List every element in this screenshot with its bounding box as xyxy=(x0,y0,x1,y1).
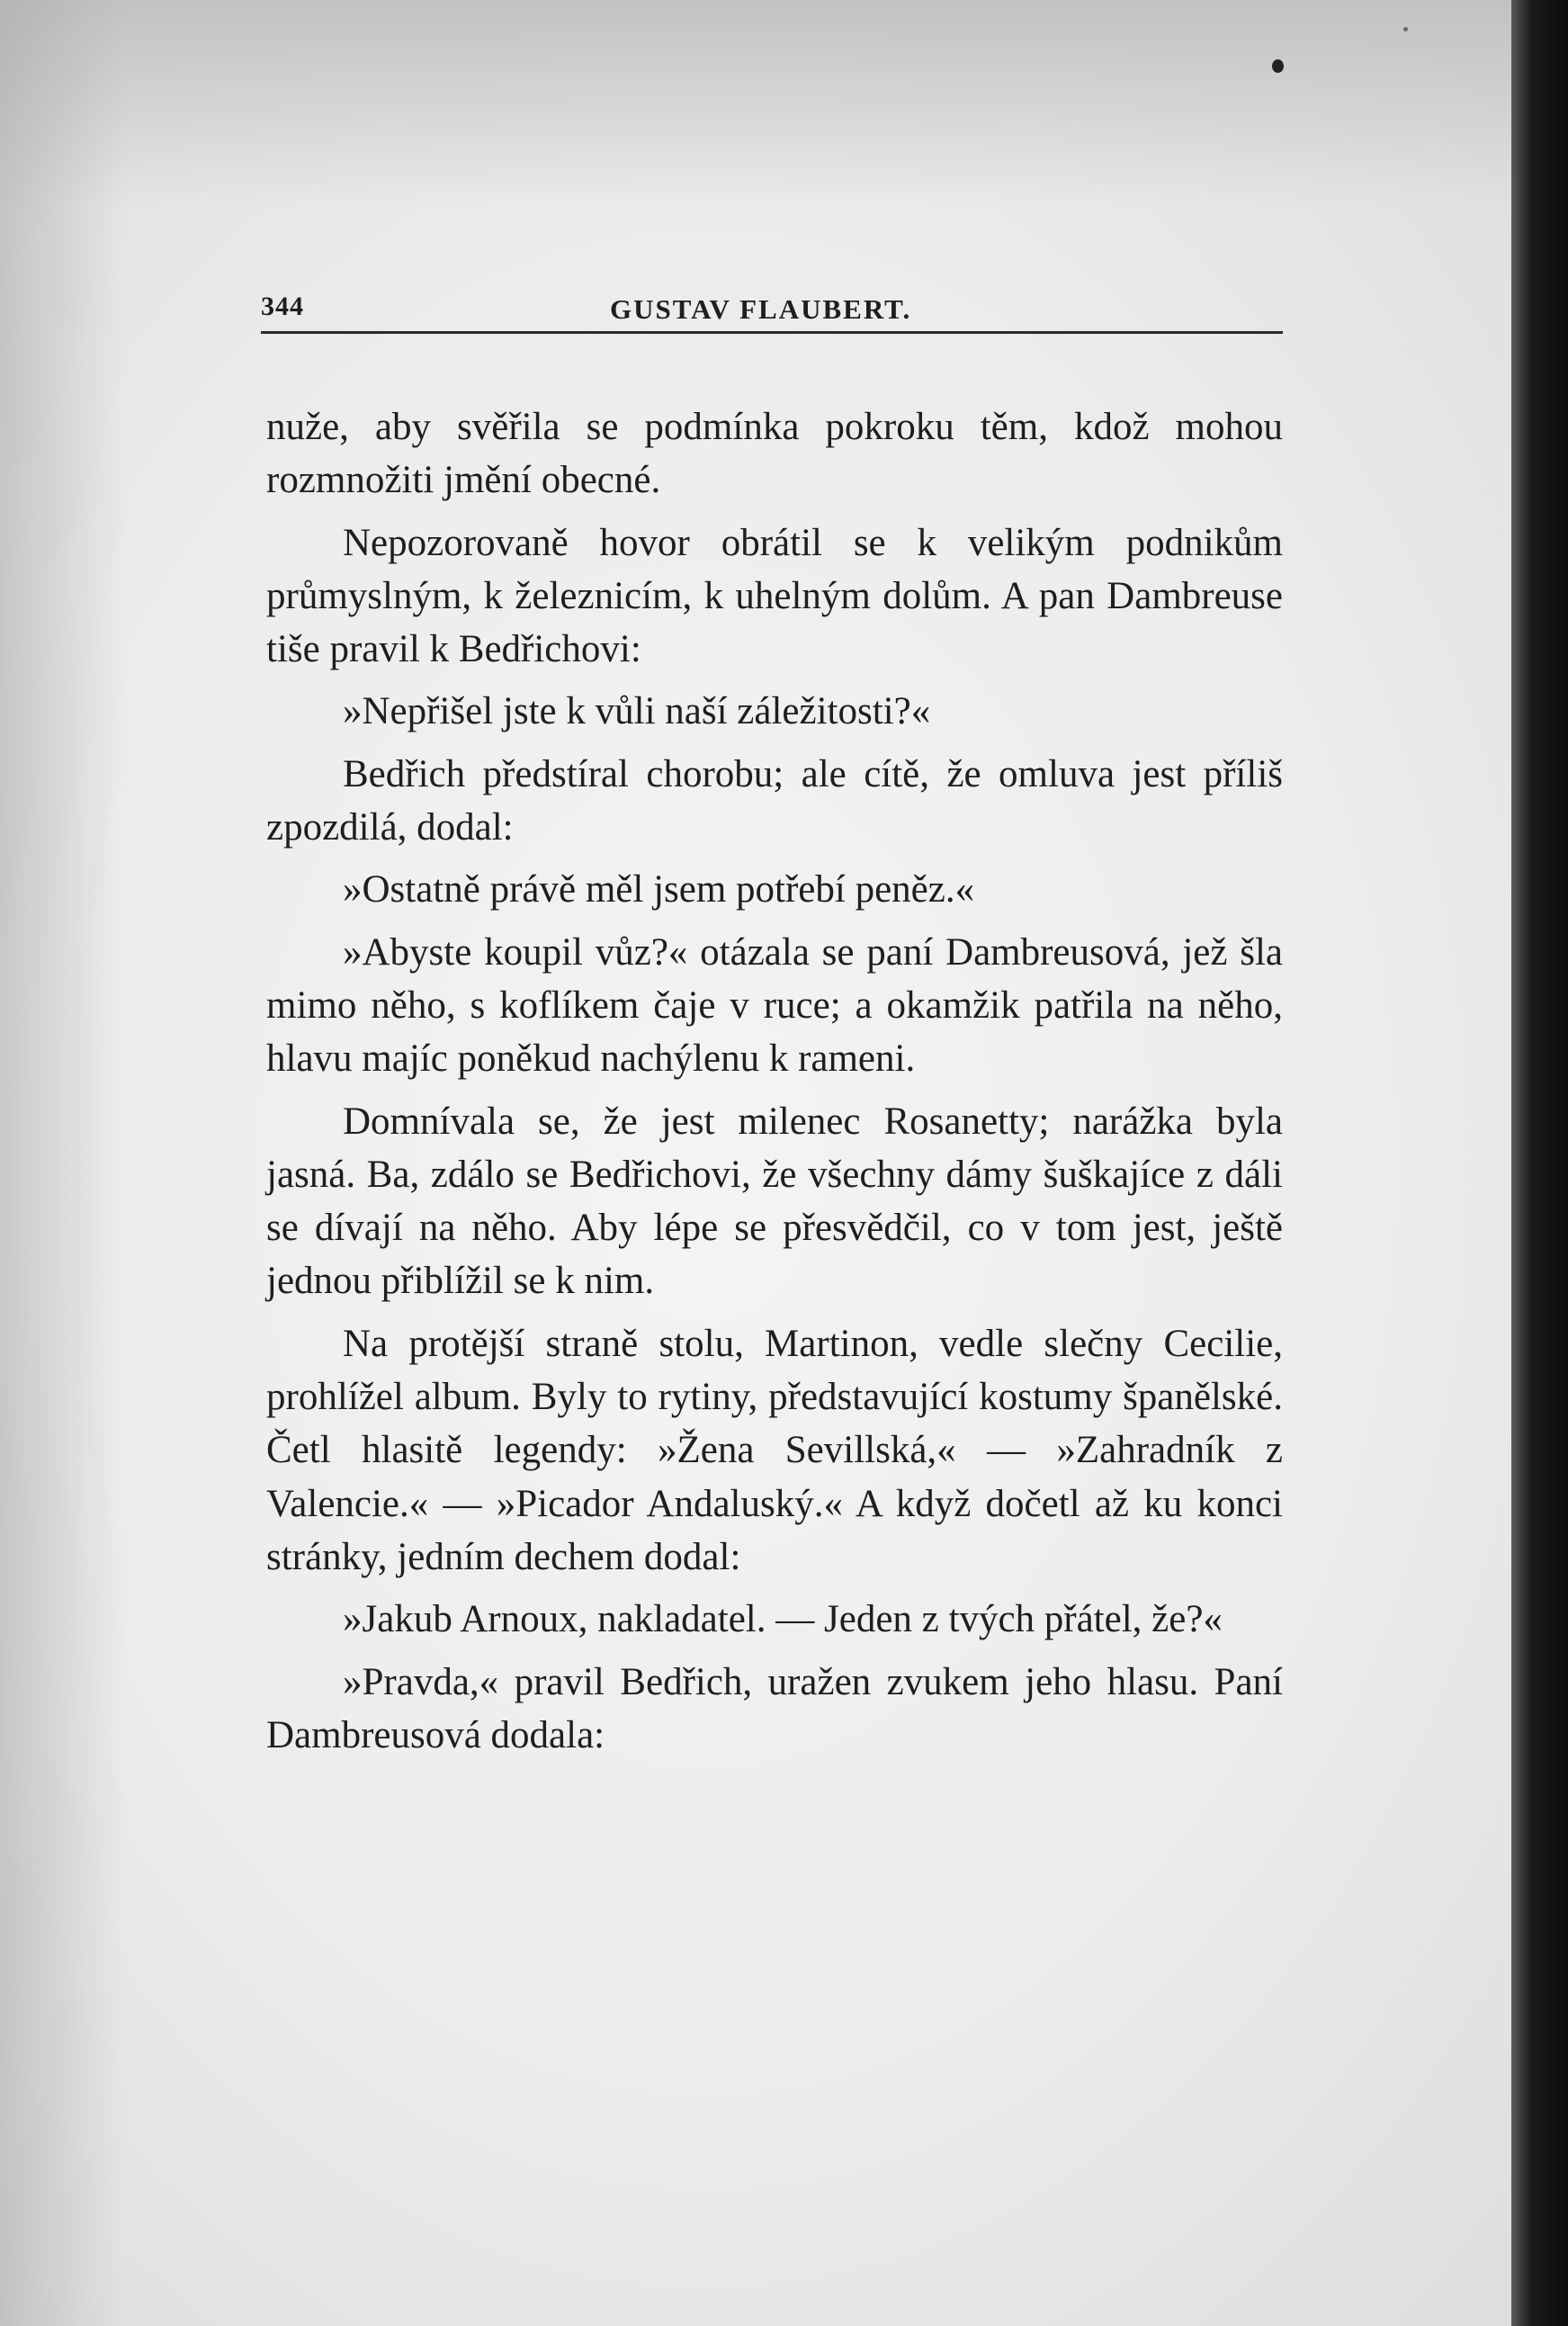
page-number: 344 xyxy=(261,292,304,321)
paragraph: »Ostatně právě měl jsem potřebí peněz.« xyxy=(343,868,975,912)
paragraph: »Pravda,« pravil Bedřich, uražen zvukem jeho hlasu. Paní Dambreusová dodala: xyxy=(266,1660,1283,1756)
paragraph: Nepozorovaně hovor obrátil se k velikým podnikům průmyslným, k železnicím, k uhelným dolům. A pan Dambreuse tiše pravil k Bedřichovi: xyxy=(266,521,1283,671)
book-binding-edge xyxy=(1511,0,1568,2326)
paragraph: Bedřich předstíral chorobu; ale cítě, že omluva jest příliš zpozdilá, dodal: xyxy=(266,752,1283,849)
scan-shadow-top xyxy=(0,0,1511,207)
scan-shadow-left xyxy=(0,0,126,2326)
running-title: GUSTAV FLAUBERT. xyxy=(610,293,912,325)
body-text xyxy=(266,400,1283,1771)
paragraph: Na protější straně stolu, Martinon, vedle slečny Cecilie, prohlížel album. Byly to rytiny, představující kostumy španělské. Četl hlasitě legendy: »Žena Sevillská,« — »Zahradník z Valencie.« — »Picador Andaluský.« A když dočetl až ku konci stránky, jedním dechem dodal: xyxy=(266,1322,1283,1578)
ink-speck xyxy=(1272,59,1284,73)
paragraph: »Jakub Arnoux, nakladatel. — Jeden z tvých přátel, že?« xyxy=(343,1598,1223,1641)
paragraph: nuže, aby svěřila se podmínka pokroku těm, kdož mohou rozmnožiti jmění obecné. xyxy=(266,406,1283,502)
running-head xyxy=(261,290,1283,334)
paragraph: »Abyste koupil vůz?« otázala se paní Dambreusová, jež šla mimo něho, s koflíkem čaje v ruce; a okamžik patřila na něho, hlavu majíc poněkud nachýlenu k rameni. xyxy=(266,930,1283,1081)
ink-speck xyxy=(1403,27,1408,31)
paragraph: Domnívala se, že jest milenec Rosanetty; narážka byla jasná. Ba, zdálo se Bedřichovi, že všechny dámy šuškajíce z dáli se dívají na něho. Aby lépe se přesvědčil, co v tom jest, ještě jednou přiblížil se k nim. xyxy=(266,1100,1283,1303)
paragraph: »Nepřišel jste k vůli naší záležitosti?« xyxy=(343,690,931,733)
